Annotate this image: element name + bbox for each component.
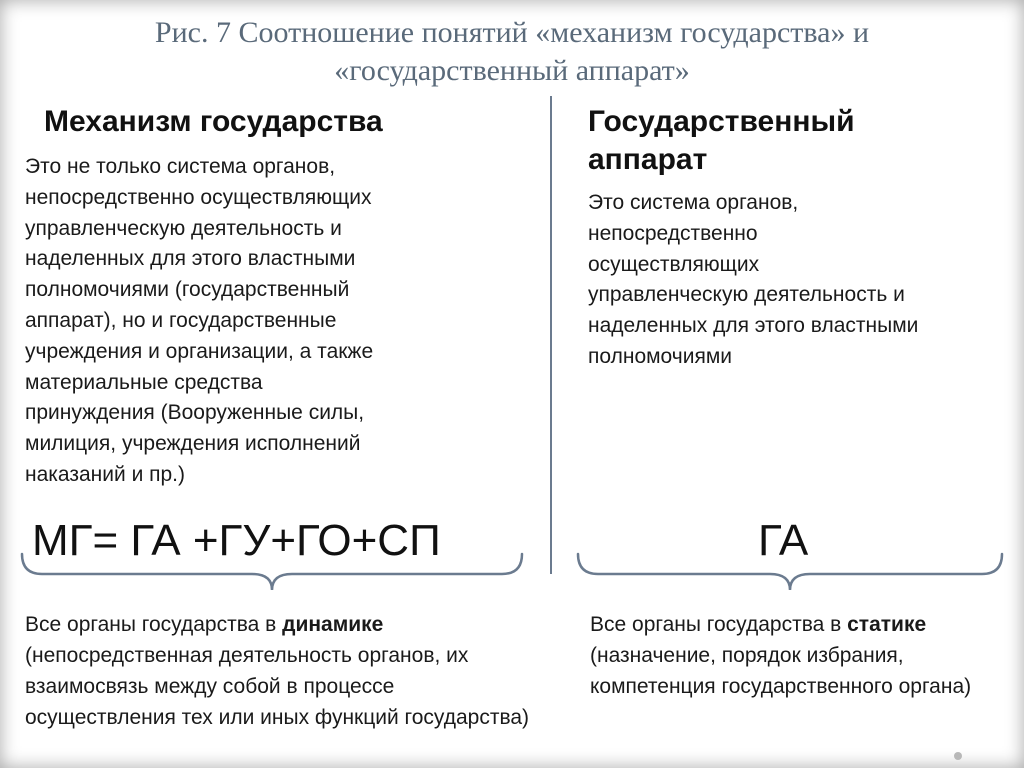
left-summary-keyword: динамике [282,613,384,636]
right-curly-brace [576,552,1006,592]
left-heading: Механизм государства [44,105,383,138]
left-definition: Это не только система органов, непосредственно осуществляющих управленческую деятельность и наделенных для этого властными полномочиями (государственный аппарат), но и государственные учреждения и организации, а также материальные средства принуждения (Вооруженные силы, милиция, учреждения исполнений наказаний и пр.) [25,155,374,486]
left-summary-lead: Все органы государства в [25,613,283,636]
left-formula: МГ= ГА +ГУ+ГО+СП [32,516,441,565]
left-summary-rest: (непосредственная деятельность органов, их взаимосвязь между собой в процессе осуществления тех или иных функций государства) [25,644,530,729]
title-line-1: Рис. 7 Соотношение понятий «механизм государства» и [154,16,870,49]
right-summary-keyword: статике [847,613,927,636]
decorative-dot [954,752,962,760]
right-summary-rest: (назначение, порядок избрания, компетенция государственного органа) [590,644,972,698]
title-line-2: «государственный аппарат» [334,54,690,87]
right-summary-lead: Все органы государства в [590,613,848,636]
left-summary [25,609,535,733]
right-heading: Государственный аппарат [588,105,855,176]
left-curly-brace [20,552,525,592]
slide-title [40,14,984,90]
column-divider [550,96,552,574]
right-definition: Это система органов, непосредственно осуществляющих управленческую деятельность и наделенных для этого властными полномочиями [588,191,919,368]
right-formula: ГА [758,516,809,565]
right-summary [590,609,1000,702]
